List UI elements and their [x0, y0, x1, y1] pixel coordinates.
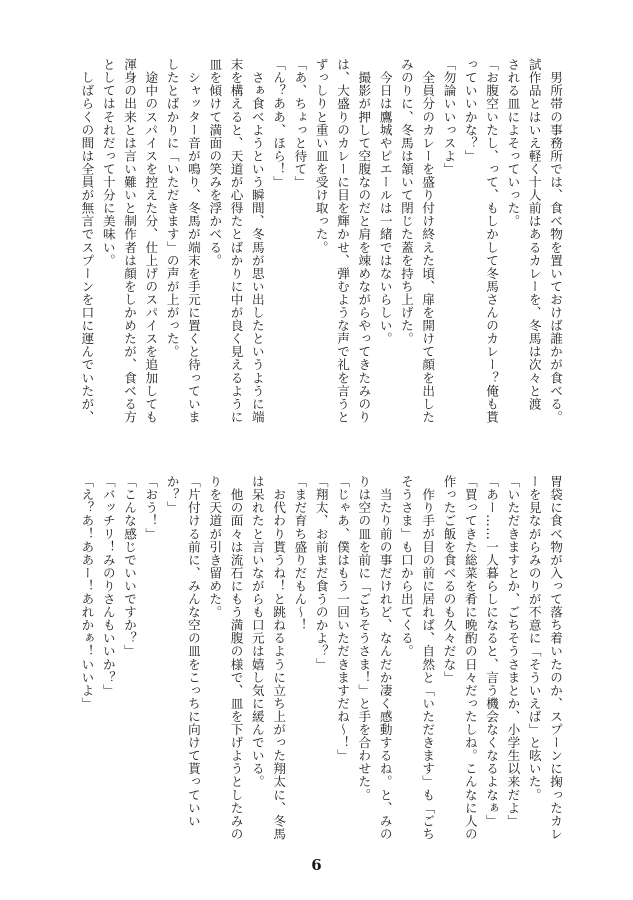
- text-line: 男所帯の事務所では、食べ物を置いておけば誰かが食べる。: [548, 58, 563, 424]
- text-line: ーを見ながらみのりが不意に「そういえば」と呟いた。: [526, 475, 542, 802]
- text-line: さぁ食べようという瞬間、冬馬が思い出したというように端: [249, 58, 265, 424]
- text-line: 胃袋に食べ物が入って落ち着いたのか、スプーンに掬ったカレ: [548, 475, 563, 841]
- text-line: は、大盛りのカレーに目を輝かせ、弾むような声で礼を言うと: [335, 58, 351, 424]
- text-line: 「ん？ああ、ほら！」: [271, 58, 287, 189]
- page-number: 6: [311, 856, 322, 874]
- text-line: 「買ってきた総菜を肴に晩酌の日々だったしね。こんなに人の: [462, 475, 478, 841]
- text-line: 「じゃあ、僕はもう一回いただきますだね～！」: [335, 475, 351, 763]
- text-line: 「まだ育ち盛りだもん～！: [292, 475, 308, 632]
- text-line: りは空の皿を前に「ごちそうさま！」と手を合わせた。: [356, 475, 372, 802]
- text-line: 作ったご飯を食べるのも久々だな」: [441, 475, 457, 684]
- text-line: りを天道が引き留めた。: [207, 475, 223, 619]
- text-line: 「片付ける前に、みんな空の皿をこっちに向けて貰っていい: [185, 475, 201, 828]
- text-line: 作り手が目の前に居れば、自然と「いただきます」も「ごち: [420, 475, 436, 841]
- text-line: 「こんな感じでいいですか？」: [122, 475, 138, 658]
- text-line: ずっしりと重い皿を受け取った。: [313, 58, 329, 254]
- text-line: 試作品とはいえ軽く十人前はあるカレーを、冬馬は次々と渡: [526, 58, 542, 411]
- text-line: としてはそれだって十分に美味い。: [100, 58, 116, 267]
- text-line: 他の面々は流石にもう満腹の様で、皿を下げようとしたみの: [228, 475, 244, 841]
- text-line: 全員分のカレーを盛り付け終えた頃、扉を開けて顔を出した: [420, 58, 436, 424]
- text-line: っていいかな？」: [462, 58, 478, 163]
- text-line: みのりに、冬馬は頷いて閉じた蓋を持ち上げた。: [398, 58, 414, 346]
- text-line: 皿を傾けて満面の笑みを浮かべる。: [207, 58, 223, 267]
- text-line: 当たり前の事だけれど、なんだか凄く感動するね。と、みの: [377, 475, 393, 841]
- text-line: 「あ、ちょっと待て」: [292, 58, 308, 189]
- text-line: 渾身の出来とは言い難いと制作者は顔をしかめたが、食べる方: [122, 58, 138, 424]
- text-line: したとばかりに「いただきます」の声が上がった。: [164, 58, 180, 359]
- text-line: 今日は鷹城やピエールは一緒ではないらしい。: [377, 58, 393, 346]
- text-line: 「お腹空いたし、って、もしかして冬馬さんのカレー？俺も貰: [484, 58, 500, 424]
- text-line: お代わり貰うね！と跳ねるように立ち上がった翔太に、冬馬: [271, 475, 287, 841]
- text-line: 「勿論いいっスよ」: [441, 58, 457, 176]
- text-block-top: [58, 58, 566, 458]
- text-line: される皿によそっていった。: [505, 58, 521, 228]
- text-line: 「あー……一人暮らしになると、言う機会なくなるよなぁ」: [484, 475, 500, 828]
- text-line: 撮影が押して空腹なのだと肩を竦めながらやってきたみのり: [356, 58, 372, 424]
- text-line: 途中のスパイスを控えた分、仕上げのスパイスを追加しても: [143, 58, 159, 424]
- text-line: 「翔太、お前まだ食うのかよ？」: [313, 475, 329, 671]
- text-line: しばらくの間は全員が無言でスプーンを口に運んでいたが、: [79, 58, 95, 424]
- text-line: シャッター音が鳴り、冬馬が端末を手元に置くと待っていま: [185, 58, 201, 424]
- text-line: 「おう！」: [143, 475, 159, 541]
- text-line: か？」: [164, 475, 180, 515]
- text-line: は呆れたと言いながらも口元は嬉し気に緩んでいる。: [249, 475, 265, 789]
- text-block-bottom: [79, 475, 566, 841]
- text-line: そうさま」も口から出てくる。: [398, 475, 414, 658]
- text-line: 末を構えると、天道が心得たとばかりに中が良く見えるように: [228, 58, 244, 424]
- text-line: 「バッチリ！みのりさんもいいか？」: [100, 475, 116, 697]
- text-line: 「え？あ！ああー！あれかぁ！いいよ」: [79, 475, 95, 710]
- text-line: 「いただきますとか、ごちそうさまとか、小学生以来だよ」: [505, 475, 521, 828]
